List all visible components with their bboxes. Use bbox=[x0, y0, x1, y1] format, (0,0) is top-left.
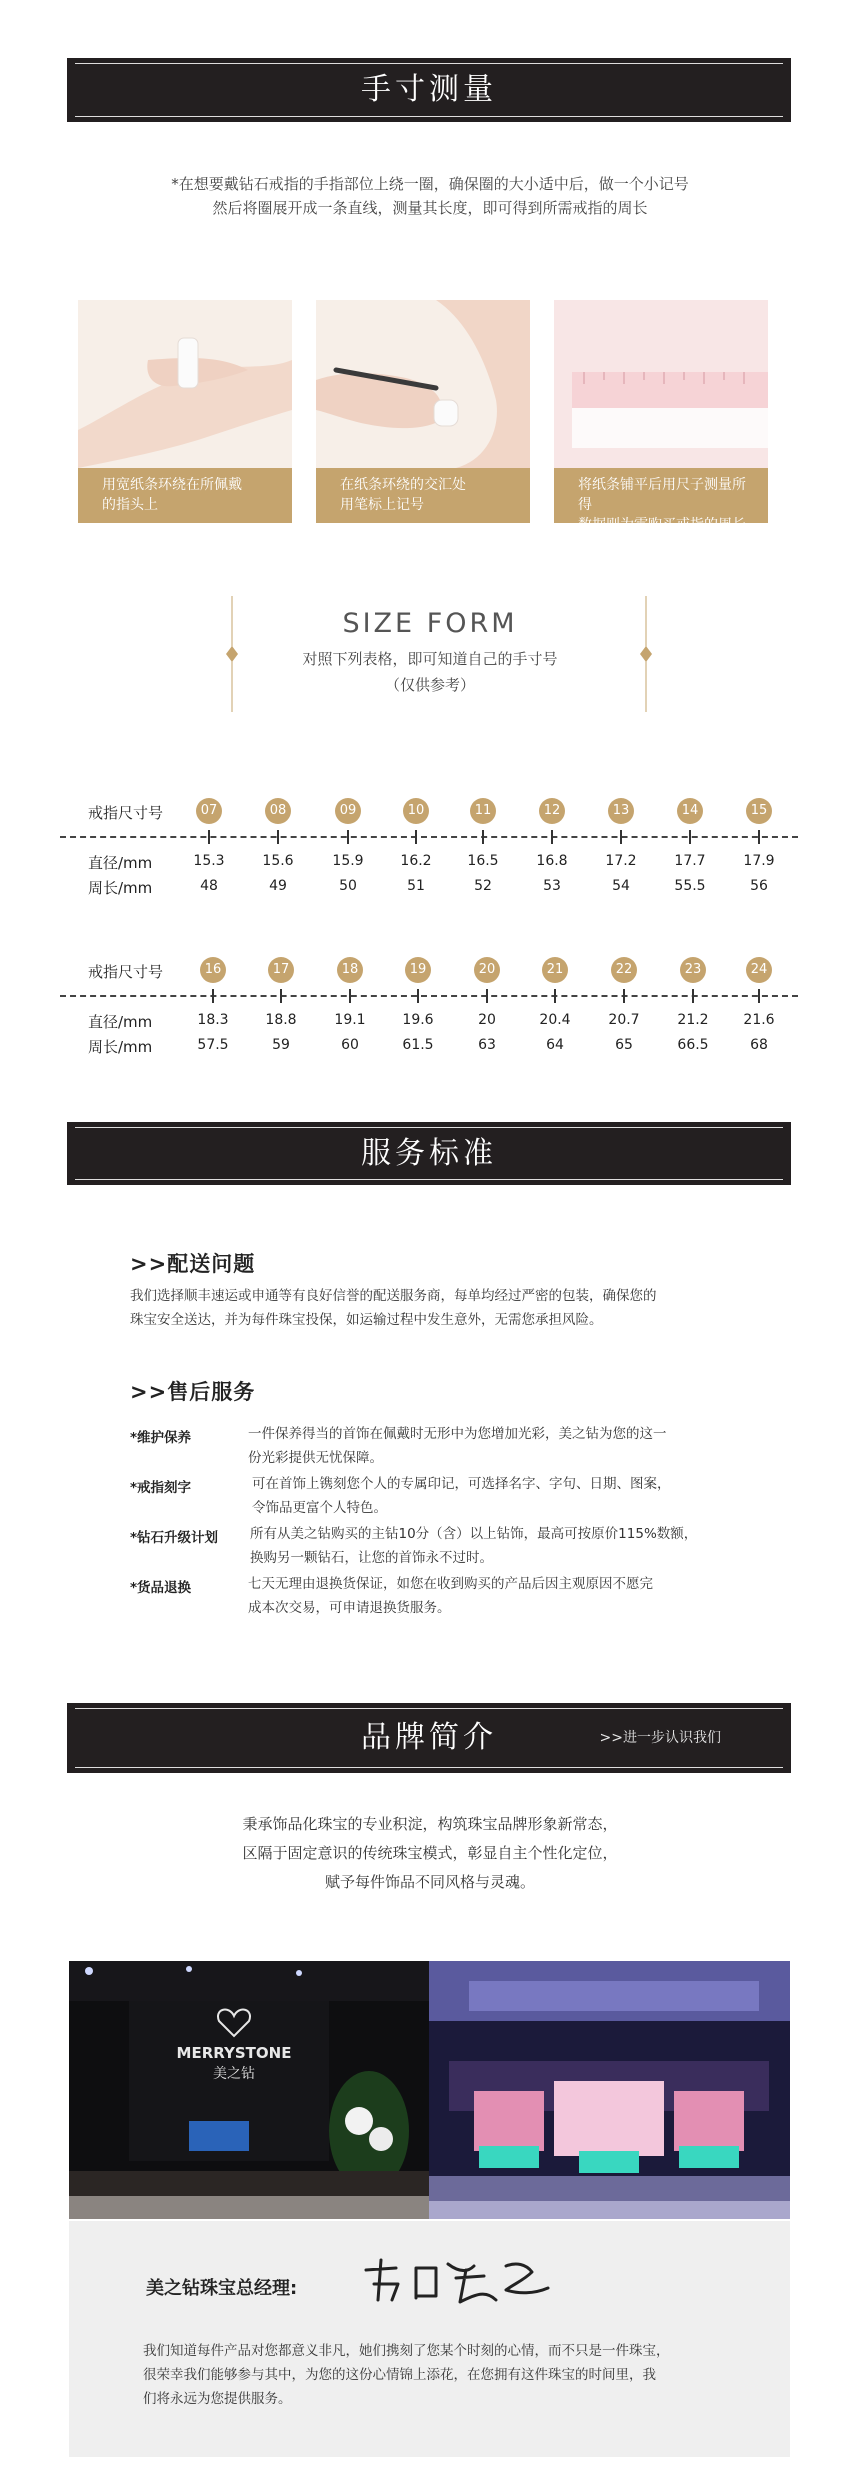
circumference-cell: 51 bbox=[407, 878, 425, 894]
table-tick bbox=[208, 830, 210, 844]
table-tick bbox=[620, 830, 622, 844]
diameter-cell: 17.7 bbox=[674, 853, 706, 869]
diameter-cell: 16.2 bbox=[400, 853, 432, 869]
delivery-line-1: 我们选择顺丰速运或申通等有良好信誉的配送服务商，每单均经过严密的包装，确保您的 bbox=[130, 1288, 657, 1304]
step-1-caption-line-1: 用宽纸条环绕在所佩戴 bbox=[102, 477, 242, 493]
size-form-title: SIZE FORM bbox=[342, 608, 518, 639]
ruler-photo bbox=[554, 300, 768, 468]
diameter-cell: 18.3 bbox=[197, 1012, 229, 1028]
storefront-photo bbox=[69, 1961, 429, 2219]
table-tick bbox=[277, 830, 279, 844]
manager-quote bbox=[143, 2339, 743, 2411]
circumference-cell: 52 bbox=[474, 878, 492, 894]
size-form-subtitle: 对照下列表格，即可知道自己的手寸号 bbox=[302, 650, 558, 668]
step-1-caption bbox=[78, 468, 292, 523]
size-badge: 08 bbox=[265, 798, 291, 824]
circumference-cell: 66.5 bbox=[677, 1037, 709, 1053]
circumference-cell: 68 bbox=[750, 1037, 768, 1053]
table-tick bbox=[758, 830, 760, 844]
brand-intro-line-2: 区隔于固定意识的传统珠宝模式，彰显自主个性化定位， bbox=[242, 1844, 618, 1862]
size-badge: 15 bbox=[746, 798, 772, 824]
table-tick bbox=[486, 989, 488, 1003]
size-badge: 23 bbox=[680, 957, 706, 983]
diameter-cell: 16.5 bbox=[467, 853, 499, 869]
diameter-cell: 20 bbox=[478, 1012, 496, 1028]
size-badge: 07 bbox=[196, 798, 222, 824]
table-tick bbox=[692, 989, 694, 1003]
service-description-line: 所有从美之钻购买的主钻10分（含）以上钻饰，最高可按原价115%数额， bbox=[250, 1526, 698, 1542]
size-badge: 19 bbox=[405, 957, 431, 983]
table-tick bbox=[280, 989, 282, 1003]
size-badge: 21 bbox=[542, 957, 568, 983]
size-badge: 12 bbox=[539, 798, 565, 824]
manager-label: 美之钻珠宝总经理: bbox=[146, 2278, 298, 2299]
service-description bbox=[252, 1472, 742, 1520]
diameter-cell: 17.2 bbox=[605, 853, 637, 869]
size-form-note: （仅供参考） bbox=[384, 676, 475, 694]
diameter-cell: 15.6 bbox=[262, 853, 294, 869]
diameter-cell: 16.8 bbox=[536, 853, 568, 869]
step-3-caption bbox=[554, 468, 768, 533]
size-badge: 24 bbox=[746, 957, 772, 983]
size-badge: 14 bbox=[677, 798, 703, 824]
size-badge: 18 bbox=[337, 957, 363, 983]
circumference-cell: 65 bbox=[615, 1037, 633, 1053]
brand-intro-line-1: 秉承饰品化珠宝的专业积淀，构筑珠宝品牌形象新常态， bbox=[242, 1815, 618, 1833]
step-1-card bbox=[78, 300, 292, 523]
diameter-label: 直径/mm bbox=[88, 854, 153, 872]
size-badge: 17 bbox=[268, 957, 294, 983]
service-description-line: 一件保养得当的首饰在佩戴时无形中为您增加光彩，美之钻为您的这一 bbox=[248, 1426, 667, 1442]
circumference-cell: 63 bbox=[478, 1037, 496, 1053]
circumference-cell: 59 bbox=[272, 1037, 290, 1053]
size-badge: 10 bbox=[403, 798, 429, 824]
brand-intro bbox=[0, 1810, 860, 1897]
table-tick bbox=[347, 830, 349, 844]
diameter-cell: 21.6 bbox=[743, 1012, 775, 1028]
measure-intro-line-2: 然后将圈展开成一条直线，测量其长度，即可得到所需戒指的周长 bbox=[212, 199, 648, 217]
table-tick bbox=[212, 989, 214, 1003]
step-3-caption-line-1: 将纸条铺平后用尺子测量所得 bbox=[578, 477, 746, 513]
table-tick bbox=[623, 989, 625, 1003]
service-description-line: 令饰品更富个人特色。 bbox=[252, 1500, 387, 1516]
step-1-caption-line-2: 的指头上 bbox=[102, 497, 158, 513]
circumference-cell: 49 bbox=[269, 878, 287, 894]
table-dashed-rule bbox=[60, 995, 798, 997]
size-badge: 09 bbox=[335, 798, 361, 824]
size-badge: 11 bbox=[470, 798, 496, 824]
size-label: 戒指尺寸号 bbox=[88, 804, 164, 822]
size-badge: 16 bbox=[200, 957, 226, 983]
service-description bbox=[250, 1522, 740, 1570]
step-2-caption-line-1: 在纸条环绕的交汇处 bbox=[340, 477, 466, 493]
header-rule-bottom bbox=[75, 1179, 783, 1180]
size-badge: 22 bbox=[611, 957, 637, 983]
manager-quote-line-1: 我们知道每件产品对您都意义非凡，她们携刻了您某个时刻的心情，而不只是一件珠宝， bbox=[143, 2343, 670, 2359]
header-rule-bottom bbox=[75, 116, 783, 117]
diameter-cell: 20.4 bbox=[539, 1012, 571, 1028]
circumference-label: 周长/mm bbox=[88, 1038, 153, 1056]
circumference-cell: 60 bbox=[341, 1037, 359, 1053]
diameter-cell: 20.7 bbox=[608, 1012, 640, 1028]
store-counter-image bbox=[429, 1961, 790, 2219]
delivery-heading: >>配送问题 bbox=[130, 1252, 256, 1276]
circumference-cell: 50 bbox=[339, 878, 357, 894]
service-section-title: 服务标准 bbox=[361, 1136, 497, 1171]
circumference-cell: 53 bbox=[543, 878, 561, 894]
measure-section-header bbox=[67, 58, 791, 122]
manager-signature bbox=[356, 2250, 556, 2314]
table-tick bbox=[689, 830, 691, 844]
step-3-caption-line-2: 数据则为需购买戒指的周长 bbox=[578, 517, 746, 533]
table-tick bbox=[349, 989, 351, 1003]
storefront-image bbox=[69, 1961, 429, 2219]
diameter-cell: 21.2 bbox=[677, 1012, 709, 1028]
store-sign-en: MERRYSTONE bbox=[176, 2044, 292, 2062]
table-tick bbox=[551, 830, 553, 844]
table-tick bbox=[415, 830, 417, 844]
service-term: *戒指刻字 bbox=[130, 1480, 192, 1496]
circumference-label: 周长/mm bbox=[88, 879, 153, 897]
circumference-cell: 48 bbox=[200, 878, 218, 894]
circumference-cell: 54 bbox=[612, 878, 630, 894]
delivery-text bbox=[130, 1284, 730, 1332]
service-description bbox=[248, 1422, 738, 1470]
circumference-cell: 55.5 bbox=[674, 878, 706, 894]
diameter-cell: 18.8 bbox=[265, 1012, 297, 1028]
pen-mark-photo bbox=[316, 300, 530, 468]
diameter-cell: 15.3 bbox=[193, 853, 225, 869]
learn-more-link[interactable]: >>进一步认识我们 bbox=[599, 1730, 721, 1746]
manager-quote-line-3: 们将永远为您提供服务。 bbox=[143, 2391, 292, 2407]
brand-section-header bbox=[67, 1703, 791, 1773]
diameter-cell: 19.1 bbox=[334, 1012, 366, 1028]
step-2-caption bbox=[316, 468, 530, 523]
table-dashed-rule bbox=[60, 836, 798, 838]
service-description-line: 成本次交易，可申请退换货服务。 bbox=[248, 1600, 451, 1616]
measure-intro-line-1: *在想要戴钻石戒指的手指部位上绕一圈，确保圈的大小适中后，做一个小记号 bbox=[171, 175, 689, 193]
brand-intro-line-3: 赋予每件饰品不同风格与灵魂。 bbox=[324, 1873, 535, 1891]
step-3-card bbox=[554, 300, 768, 533]
header-rule-bottom bbox=[75, 1767, 783, 1768]
store-counter-photo bbox=[429, 1961, 790, 2219]
service-description bbox=[248, 1572, 738, 1620]
diameter-label: 直径/mm bbox=[88, 1013, 153, 1031]
manager-quote-line-2: 很荣幸我们能够参与其中，为您的这份心情锦上添花，在您拥有这件珠宝的时间里，我 bbox=[143, 2367, 656, 2383]
service-description-line: 换购另一颗钻石，让您的首饰永不过时。 bbox=[250, 1550, 493, 1566]
service-description-line: 份光彩提供无忧保障。 bbox=[248, 1450, 383, 1466]
diameter-cell: 17.9 bbox=[743, 853, 775, 869]
table-tick bbox=[758, 989, 760, 1003]
after-sales-heading: >>售后服务 bbox=[130, 1380, 256, 1404]
measure-intro bbox=[0, 172, 860, 220]
circumference-cell: 56 bbox=[750, 878, 768, 894]
size-label: 戒指尺寸号 bbox=[88, 963, 164, 981]
service-term: *钻石升级计划 bbox=[130, 1530, 219, 1546]
service-description-line: 七天无理由退换货保证，如您在收到购买的产品后因主观原因不愿完 bbox=[248, 1576, 653, 1592]
step-2-card bbox=[316, 300, 530, 523]
table-tick bbox=[417, 989, 419, 1003]
size-badge: 20 bbox=[474, 957, 500, 983]
brand-section-title: 品牌简介 bbox=[361, 1720, 497, 1755]
size-badge: 13 bbox=[608, 798, 634, 824]
service-description-line: 可在首饰上镌刻您个人的专属印记，可选择名字、字句、日期、图案， bbox=[252, 1476, 671, 1492]
store-sign-cn: 美之钻 bbox=[213, 2066, 255, 2082]
circumference-cell: 61.5 bbox=[402, 1037, 434, 1053]
table-tick bbox=[482, 830, 484, 844]
measure-section-title: 手寸测量 bbox=[361, 72, 497, 107]
finger-wrap-photo bbox=[78, 300, 292, 468]
service-term: *维护保养 bbox=[130, 1430, 192, 1446]
delivery-line-2: 珠宝安全送达，并为每件珠宝投保，如运输过程中发生意外，无需您承担风险。 bbox=[130, 1312, 603, 1328]
service-term: *货品退换 bbox=[130, 1580, 192, 1596]
circumference-cell: 57.5 bbox=[197, 1037, 229, 1053]
diameter-cell: 19.6 bbox=[402, 1012, 434, 1028]
service-section-header bbox=[67, 1122, 791, 1185]
circumference-cell: 64 bbox=[546, 1037, 564, 1053]
table-tick bbox=[554, 989, 556, 1003]
step-2-caption-line-2: 用笔标上记号 bbox=[340, 497, 424, 513]
diameter-cell: 15.9 bbox=[332, 853, 364, 869]
